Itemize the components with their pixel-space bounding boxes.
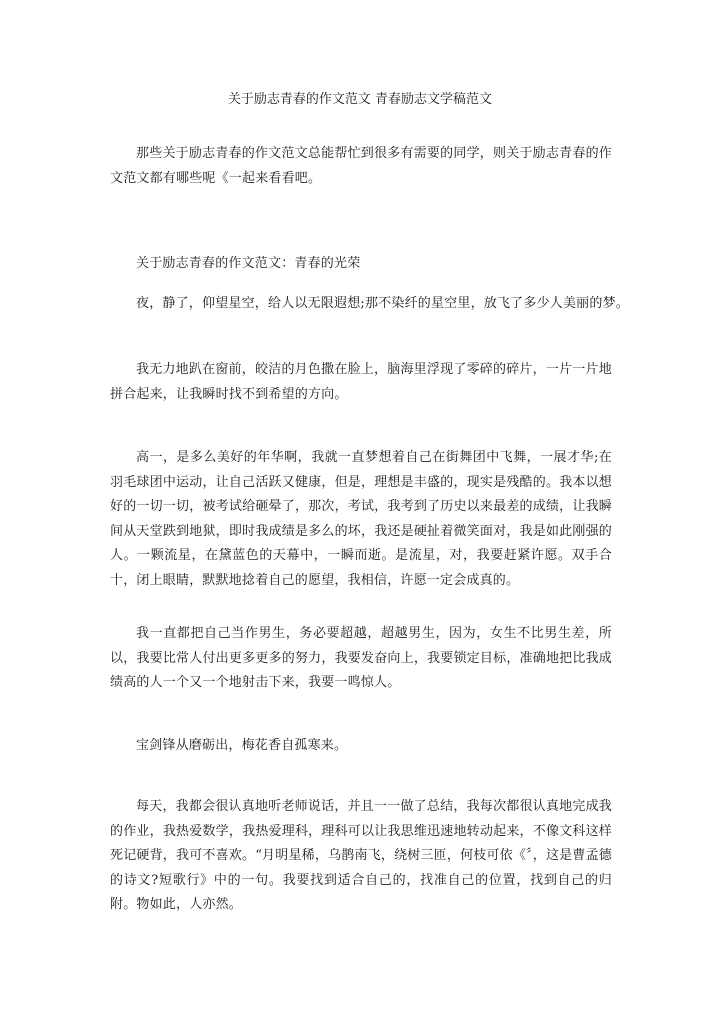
essay-subtitle: 关于励志青春的作文范文：青春的光荣 (136, 256, 361, 271)
body-paragraph-5: 宝剑锋从磨砺出，梅花香自孤寒来。 (136, 738, 348, 753)
body-paragraph-6: 每天，我都会很认真地听老师说话，并且一一做了总结，我每次都很认真地完成我的作业，我热爱数学，我热爱理科，理科可以让我思维迅速地转动起来，不像文科这样死记硬背，我可不喜欢。“月明星稀，乌鹊南飞，绕树三匝，何枝可依《〞，这是曹孟德的诗文?短歌行》中的一句。我要找到适合自己的，找准自己的位置，找到自己的归附。物如此，人亦然。 (110, 799, 612, 912)
document-title: 关于励志青春的作文范文 青春励志文学稿范文 (227, 92, 493, 107)
body-paragraph-3: 高一，是多么美好的年华啊，我就一直梦想着自己在街舞团中飞舞，一展才华;在羽毛球团中运动，让自己活跃又健康，但是，理想是丰盛的，现实是残酷的。我本以想好的一切一切，被考试给砸晕了，那次，考试，我考到了历史以来最差的成绩，让我瞬间从天堂跌到地狱，即时我成绩是多么的坏，我还是硬扯着微笑面对，我是如此刚强的人。一颗流星，在黛蓝色的天幕中，一瞬而逝。是流星，对，我要赶紧许愿。双手合十，闭上眼睛，默默地捻着自己的愿望，我相信，许愿一定会成真的。 (110, 450, 612, 588)
intro-paragraph: 那些关于励志青春的作文范文总能帮忙到很多有需要的同学，则关于励志青春的作文范文都有哪些呢《一起来看看吧。 (110, 146, 612, 186)
body-paragraph-2: 我无力地趴在窗前，皎洁的月色撒在脸上，脑海里浮现了零碎的碎片，一片一片地拼合起来，让我瞬时找不到希望的方向。 (110, 362, 612, 402)
body-paragraph-4: 我一直都把自己当作男生，务必要超越，超越男生，因为，女生不比男生差，所以，我要比常人付出更多更多的努力，我要发奋向上，我要锁定目标，准确地把比我成绩高的人一个又一个地射击下来，我要一鸣惊人。 (110, 626, 612, 690)
body-paragraph-1: 夜，静了，仰望星空，给人以无限遐想;那不染纤的星空里，放飞了多少人美丽的梦。 (136, 296, 629, 311)
